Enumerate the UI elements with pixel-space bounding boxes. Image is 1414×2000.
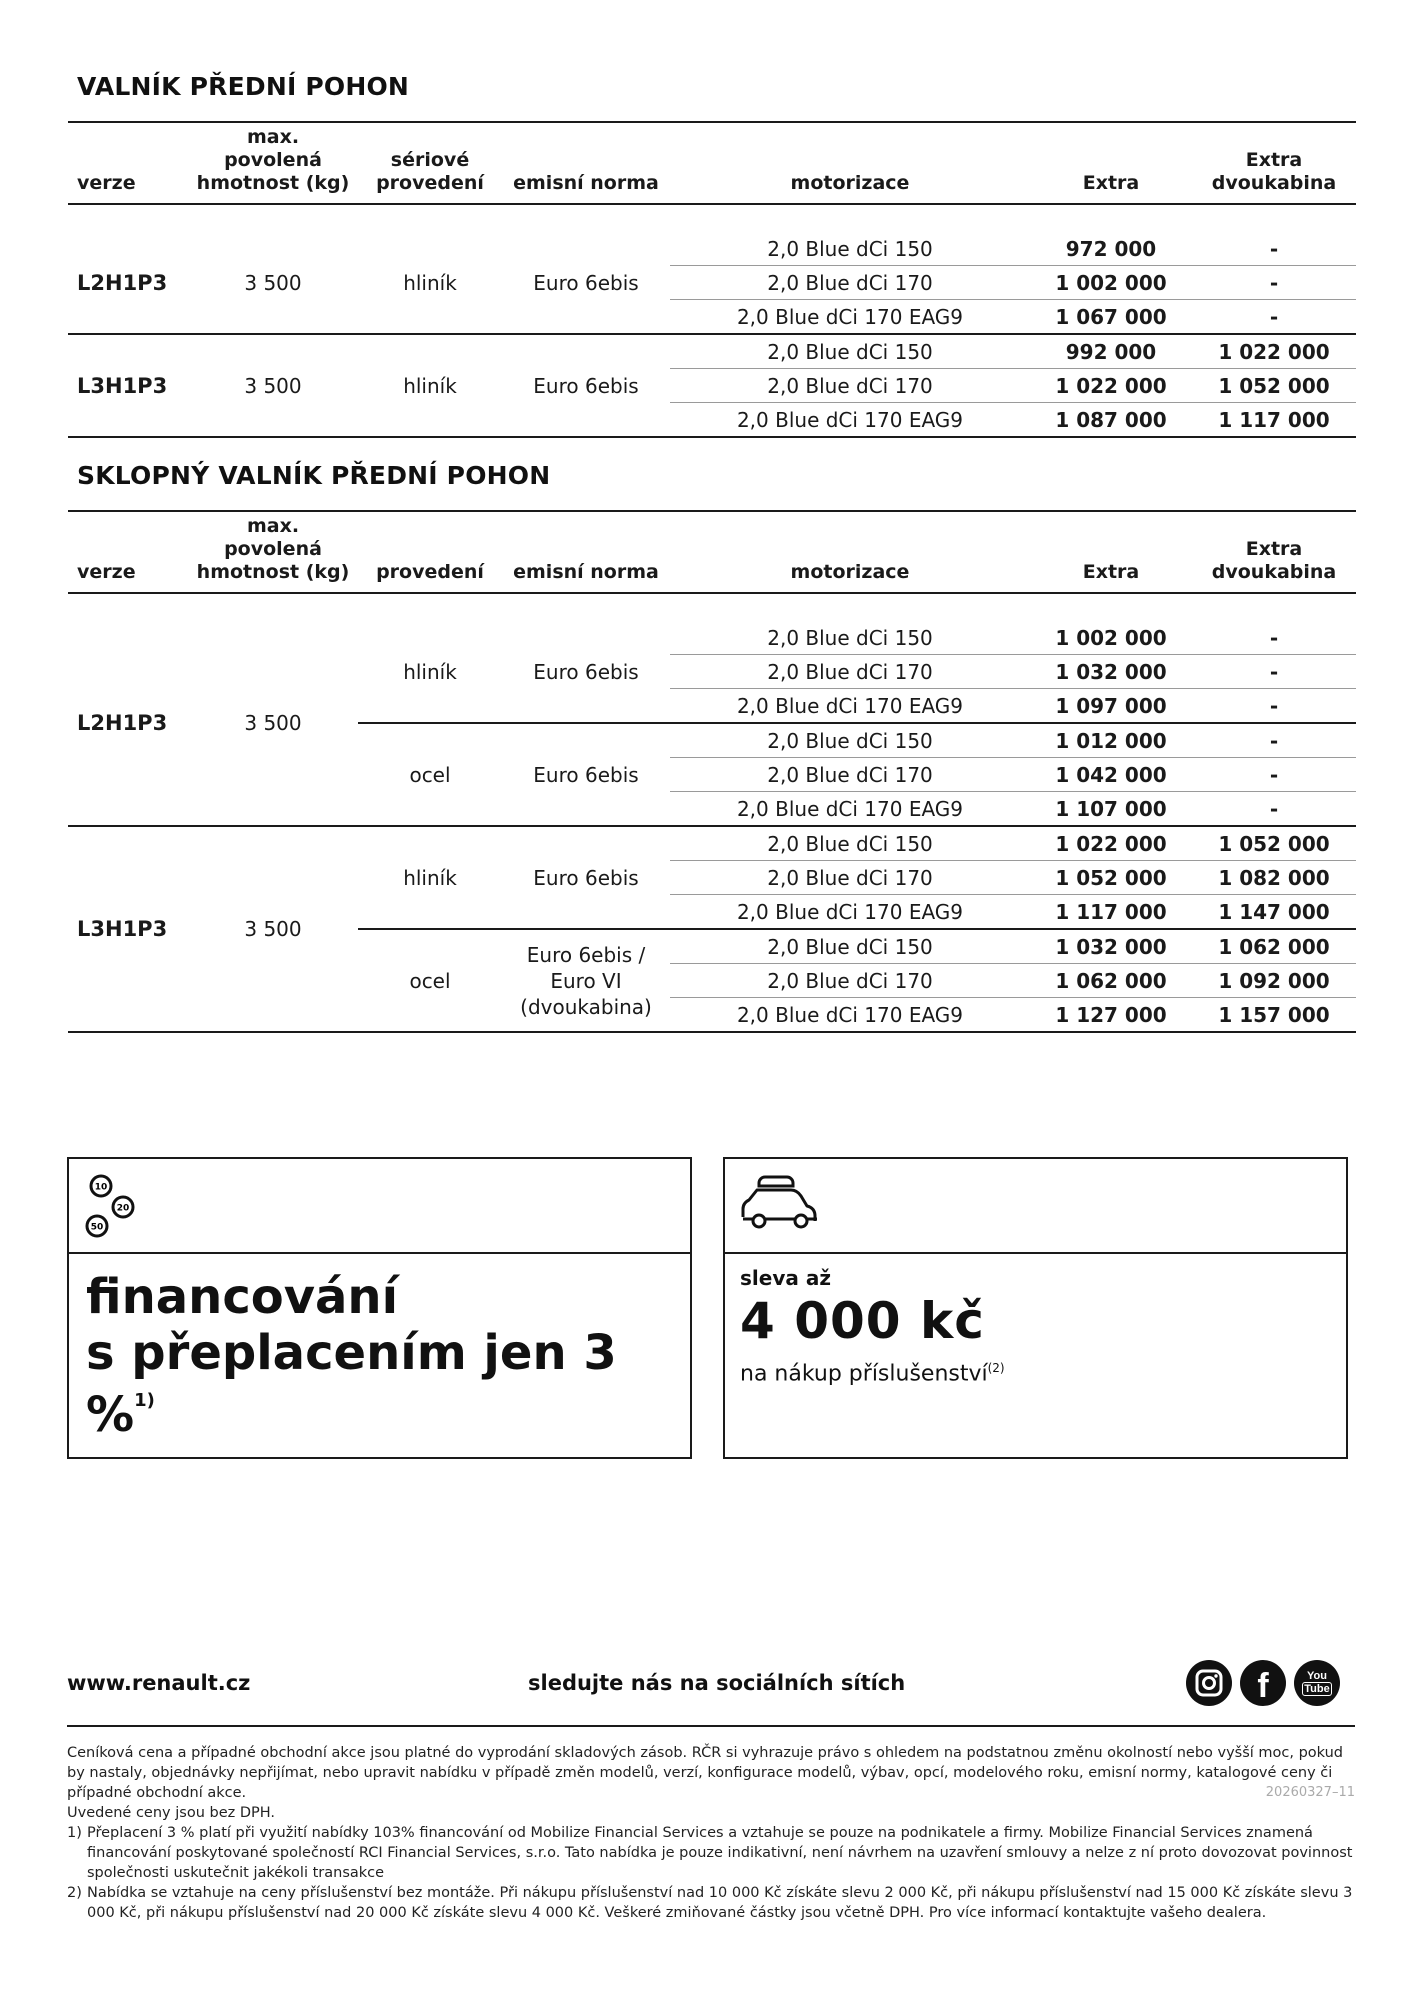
header-hmotnost: max. povolená hmotnost (kg) bbox=[188, 511, 358, 593]
cell-price-extra: 1 042 000 bbox=[1030, 758, 1192, 792]
promo-financing-box bbox=[67, 1157, 692, 1459]
cell-hmotnost: 3 500 bbox=[188, 826, 358, 1032]
table-row bbox=[68, 232, 1356, 266]
header-dvoukabina: Extra dvoukabina bbox=[1192, 511, 1356, 593]
cell-price-extra: 992 000 bbox=[1030, 334, 1192, 369]
cell-price-dvoukabina: 1 117 000 bbox=[1192, 403, 1356, 438]
cell-price-extra: 1 107 000 bbox=[1030, 792, 1192, 827]
legal-vat: Uvedené ceny jsou bez DPH. bbox=[67, 1805, 275, 1821]
header-verze: verze bbox=[68, 511, 188, 593]
legal-disclaimer: Ceníková cena a případné obchodní akce jsou platné do vyprodání skladových zásob. RČR si vyhrazuje právo s ohledem na podstatnou změnu okolností nebo vyšší moc, pokud by nastaly, objednávky nepřijímat, nebo upravit nabídku v případě změn modelů, verzí, konfigurace modelů, výbav, opcí, modelového roku, emisní normy, katalogové ceny či případné obchodní akce. bbox=[67, 1745, 1344, 1801]
cell-engine: 2,0 Blue dCi 170 EAG9 bbox=[670, 792, 1030, 827]
header-verze: verze bbox=[68, 122, 188, 204]
cell-engine: 2,0 Blue dCi 150 bbox=[670, 929, 1030, 964]
social-icons bbox=[1186, 1660, 1340, 1706]
cell-price-extra: 1 097 000 bbox=[1030, 689, 1192, 724]
sign-20: 20 bbox=[116, 1203, 130, 1214]
cell-price-dvoukabina: - bbox=[1192, 792, 1356, 827]
cell-price-extra: 1 002 000 bbox=[1030, 621, 1192, 655]
cell-price-extra: 1 052 000 bbox=[1030, 861, 1192, 895]
cell-provedeni: ocel bbox=[358, 929, 502, 1032]
cell-engine: 2,0 Blue dCi 150 bbox=[670, 826, 1030, 861]
cell-price-dvoukabina: 1 082 000 bbox=[1192, 861, 1356, 895]
cell-price-extra: 1 022 000 bbox=[1030, 826, 1192, 861]
header-extra: Extra bbox=[1030, 122, 1192, 204]
cell-price-extra: 972 000 bbox=[1030, 232, 1192, 266]
cell-price-extra: 1 022 000 bbox=[1030, 369, 1192, 403]
cell-engine: 2,0 Blue dCi 170 bbox=[670, 266, 1030, 300]
cell-price-dvoukabina: - bbox=[1192, 723, 1356, 758]
speed-limit-signs-icon bbox=[84, 1171, 154, 1241]
social-follow-text: sledujte nás na sociálních sítích bbox=[528, 1671, 906, 1695]
cell-verze: L3H1P3 bbox=[68, 334, 188, 437]
cell-price-dvoukabina: - bbox=[1192, 655, 1356, 689]
cell-norma: Euro 6ebis bbox=[502, 723, 670, 826]
footnote-ref-1: 1) bbox=[134, 1390, 155, 1411]
cell-price-dvoukabina: - bbox=[1192, 266, 1356, 300]
cell-verze: L2H1P3 bbox=[68, 232, 188, 334]
youtube-label-top: You bbox=[1307, 1670, 1327, 1682]
promo-discount-header bbox=[725, 1159, 1346, 1254]
cell-provedeni: ocel bbox=[358, 723, 502, 826]
table-row bbox=[68, 621, 1356, 655]
cell-price-extra: 1 032 000 bbox=[1030, 929, 1192, 964]
cell-provedeni: hliník bbox=[358, 621, 502, 723]
table-header-row bbox=[68, 122, 1356, 204]
promo-discount-box bbox=[723, 1157, 1348, 1459]
header-hmotnost: max. povolená hmotnost (kg) bbox=[188, 122, 358, 204]
cell-engine: 2,0 Blue dCi 150 bbox=[670, 232, 1030, 266]
cell-provedeni: hliník bbox=[358, 334, 502, 437]
cell-price-dvoukabina: - bbox=[1192, 689, 1356, 724]
cell-price-dvoukabina: 1 052 000 bbox=[1192, 826, 1356, 861]
header-motorizace: motorizace bbox=[670, 511, 1030, 593]
promo-financing-line1: financování bbox=[86, 1269, 399, 1325]
cell-engine: 2,0 Blue dCi 170 EAG9 bbox=[670, 689, 1030, 724]
cell-engine: 2,0 Blue dCi 170 bbox=[670, 758, 1030, 792]
cell-price-extra: 1 067 000 bbox=[1030, 300, 1192, 335]
section-title-valnik: VALNÍK PŘEDNÍ POHON bbox=[77, 72, 410, 101]
sign-10: 10 bbox=[94, 1182, 108, 1193]
cell-verze: L2H1P3 bbox=[68, 621, 188, 826]
header-extra: Extra bbox=[1030, 511, 1192, 593]
table-header-row bbox=[68, 511, 1356, 593]
website-link[interactable]: www.renault.cz bbox=[67, 1671, 251, 1695]
cell-norma: Euro 6ebis / Euro VI (dvoukabina) bbox=[502, 929, 670, 1032]
cell-price-extra: 1 012 000 bbox=[1030, 723, 1192, 758]
cell-provedeni: hliník bbox=[358, 826, 502, 929]
promo-discount-amount: 4 000 kč bbox=[740, 1292, 985, 1350]
cell-engine: 2,0 Blue dCi 170 EAG9 bbox=[670, 403, 1030, 438]
cell-price-extra: 1 032 000 bbox=[1030, 655, 1192, 689]
youtube-icon[interactable] bbox=[1294, 1660, 1340, 1706]
cell-engine: 2,0 Blue dCi 150 bbox=[670, 723, 1030, 758]
cell-norma: Euro 6ebis bbox=[502, 232, 670, 334]
cell-engine: 2,0 Blue dCi 170 EAG9 bbox=[670, 895, 1030, 930]
facebook-glyph: f bbox=[1257, 1667, 1269, 1705]
instagram-icon[interactable] bbox=[1186, 1660, 1232, 1706]
legal-note-2: 2) Nabídka se vztahuje na ceny příslušenství bez montáže. Při nákupu příslušenství nad 10 000 Kč získáte slevu 2 000 Kč, při nákupu příslušenství nad 15 000 Kč získáte slevu 3 000 Kč, při nákupu příslušenství nad 20 000 Kč získáte slevu 4 000 Kč. Veškeré zmiňované částky jsou včetně DPH. Pro více informací kontaktujte vašeho dealera. bbox=[67, 1885, 1353, 1921]
price-table-sklopny-valnik bbox=[68, 510, 1356, 1033]
table-row bbox=[68, 334, 1356, 369]
header-norma: emisní norma bbox=[502, 511, 670, 593]
facebook-icon[interactable] bbox=[1240, 1660, 1286, 1706]
cell-engine: 2,0 Blue dCi 170 bbox=[670, 369, 1030, 403]
cell-hmotnost: 3 500 bbox=[188, 621, 358, 826]
cell-engine: 2,0 Blue dCi 150 bbox=[670, 334, 1030, 369]
cell-provedeni: hliník bbox=[358, 232, 502, 334]
cell-price-dvoukabina: - bbox=[1192, 300, 1356, 335]
cell-price-dvoukabina: 1 147 000 bbox=[1192, 895, 1356, 930]
cell-price-dvoukabina: - bbox=[1192, 232, 1356, 266]
cell-price-extra: 1 062 000 bbox=[1030, 964, 1192, 998]
promo-discount-text: na nákup příslušenství bbox=[740, 1361, 988, 1387]
cell-price-extra: 1 002 000 bbox=[1030, 266, 1192, 300]
promo-financing-headline bbox=[86, 1269, 690, 1443]
cell-price-dvoukabina: 1 062 000 bbox=[1192, 929, 1356, 964]
cell-engine: 2,0 Blue dCi 170 bbox=[670, 861, 1030, 895]
promo-financing-line2: s přeplacením jen 3 % bbox=[86, 1325, 617, 1443]
cell-engine: 2,0 Blue dCi 170 bbox=[670, 655, 1030, 689]
cell-price-dvoukabina: 1 052 000 bbox=[1192, 369, 1356, 403]
cell-engine: 2,0 Blue dCi 170 EAG9 bbox=[670, 998, 1030, 1033]
header-dvoukabina: Extra dvoukabina bbox=[1192, 122, 1356, 204]
cell-engine: 2,0 Blue dCi 150 bbox=[670, 621, 1030, 655]
price-table-valnik bbox=[68, 121, 1356, 438]
cell-price-dvoukabina: 1 092 000 bbox=[1192, 964, 1356, 998]
cell-engine: 2,0 Blue dCi 170 EAG9 bbox=[670, 300, 1030, 335]
cell-verze: L3H1P3 bbox=[68, 826, 188, 1032]
cell-norma: Euro 6ebis bbox=[502, 621, 670, 723]
cell-price-extra: 1 117 000 bbox=[1030, 895, 1192, 930]
car-with-roof-box-icon bbox=[737, 1169, 821, 1239]
cell-hmotnost: 3 500 bbox=[188, 334, 358, 437]
footnote-ref-2: (2) bbox=[987, 1361, 1005, 1375]
cell-engine: 2,0 Blue dCi 170 bbox=[670, 964, 1030, 998]
youtube-label-bottom: Tube bbox=[1304, 1683, 1330, 1695]
cell-price-extra: 1 127 000 bbox=[1030, 998, 1192, 1033]
document-code: 20260327–11 bbox=[1265, 1785, 1355, 1800]
section-title-sklopny-valnik: SKLOPNÝ VALNÍK PŘEDNÍ POHON bbox=[77, 461, 551, 490]
table-row bbox=[68, 826, 1356, 861]
promo-discount-label: sleva až bbox=[740, 1266, 831, 1290]
cell-hmotnost: 3 500 bbox=[188, 232, 358, 334]
cell-price-dvoukabina: 1 022 000 bbox=[1192, 334, 1356, 369]
cell-norma: Euro 6ebis bbox=[502, 334, 670, 437]
cell-price-extra: 1 087 000 bbox=[1030, 403, 1192, 438]
header-motorizace: motorizace bbox=[670, 122, 1030, 204]
cell-norma: Euro 6ebis bbox=[502, 826, 670, 929]
cell-price-dvoukabina: - bbox=[1192, 758, 1356, 792]
footer-divider bbox=[67, 1725, 1355, 1727]
header-provedeni: sériové provedení bbox=[358, 122, 502, 204]
legal-notes bbox=[67, 1743, 1355, 1923]
header-provedeni: provedení bbox=[358, 511, 502, 593]
legal-note-1: 1) Přeplacení 3 % platí při využití nabídky 103% financování od Mobilize Financial Services a vztahuje se pouze na podnikatele a firmy. Mobilize Financial Services znamená financování poskytované společností RCI Financial Services, s.r.o. Tato nabídka je pouze indikativní, není návrhem na uzavření smlouvy a nelze z ní proto dovozovat povinnost společnosti uskutečnit jakékoli transakce bbox=[67, 1825, 1353, 1881]
cell-price-dvoukabina: - bbox=[1192, 621, 1356, 655]
sign-50: 50 bbox=[90, 1222, 104, 1233]
promo-financing-header bbox=[69, 1159, 690, 1254]
cell-price-dvoukabina: 1 157 000 bbox=[1192, 998, 1356, 1033]
header-norma: emisní norma bbox=[502, 122, 670, 204]
